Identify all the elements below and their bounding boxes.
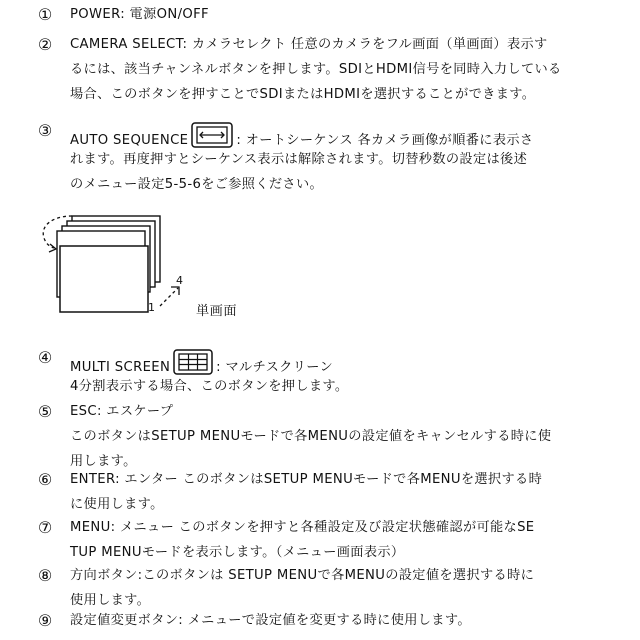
item-5-line-3: 用します。	[70, 454, 137, 469]
item-5-marker: ⑤	[37, 402, 53, 421]
figure-label-start: 1	[148, 301, 156, 314]
item-2-line-1: CAMERA SELECT: カメラセレクト 任意のカメラをフル画面（単画面）表示す	[70, 37, 548, 52]
figure-caption: 単画面	[196, 304, 238, 319]
auto-sequence-icon	[191, 122, 233, 154]
item-2-marker: ②	[37, 35, 53, 54]
figure-label-end: 4	[176, 274, 184, 287]
item-7-marker: ⑦	[37, 518, 53, 537]
item-1-line-1: POWER: 電源ON/OFF	[70, 7, 209, 22]
item-3-marker: ③	[37, 121, 53, 140]
item-3-line-1	[70, 122, 533, 154]
item-1-marker: ①	[37, 5, 53, 24]
stacked-screens-figure	[32, 212, 192, 318]
item-8-line-2: 使用します。	[70, 593, 151, 608]
item-4-marker: ④	[37, 348, 53, 367]
item-8-line-1: 方向ボタン:このボタンは SETUP MENUで各MENUの設定値を選択する時に	[70, 568, 535, 583]
item-4-line-2: 4分割表示する場合、このボタンを押します。	[70, 379, 349, 394]
item-9-marker: ⑨	[37, 611, 53, 630]
item-7-line-1: MENU: メニュー このボタンを押すと各種設定及び設定状態確認が可能なSE	[70, 520, 535, 535]
auto-sequence-label: AUTO SEQUENCE	[70, 133, 189, 148]
item-5-line-1: ESC: エスケープ	[70, 404, 174, 419]
item-3-line-2: れます。再度押すとシーケンス表示は解除されます。切替秒数の設定は後述	[70, 152, 528, 167]
multi-screen-icon	[173, 349, 213, 381]
auto-sequence-desc: : オートシーケンス 各カメラ画像が順番に表示さ	[236, 133, 534, 148]
item-5-line-2: このボタンはSETUP MENUモードで各MENUの設定値をキャンセルする時に使	[70, 429, 552, 444]
item-6-line-1: ENTER: エンター このボタンはSETUP MENUモードで各MENUを選択する時	[70, 472, 543, 487]
item-8-marker: ⑧	[37, 566, 53, 585]
item-2-line-3: 場合、このボタンを押すことでSDIまたはHDMIを選択することができます。	[70, 87, 536, 102]
multi-screen-desc: : マルチスクリーン	[216, 360, 334, 375]
multi-screen-label: MULTI SCREEN	[70, 360, 171, 375]
item-6-line-2: に使用します。	[70, 497, 164, 512]
item-9-line-1: 設定値変更ボタン: メニューで設定値を変更する時に使用します。	[70, 613, 471, 628]
item-7-line-2: TUP MENUモードを表示します。（メニュー画面表示）	[70, 545, 405, 560]
item-2-line-2: るには、該当チャンネルボタンを押します。SDIとHDMI信号を同時入力している	[70, 62, 562, 77]
item-6-marker: ⑥	[37, 470, 53, 489]
item-3-line-3: のメニュー設定5-5-6をご参照ください。	[70, 177, 324, 192]
item-4-line-1	[70, 349, 333, 381]
